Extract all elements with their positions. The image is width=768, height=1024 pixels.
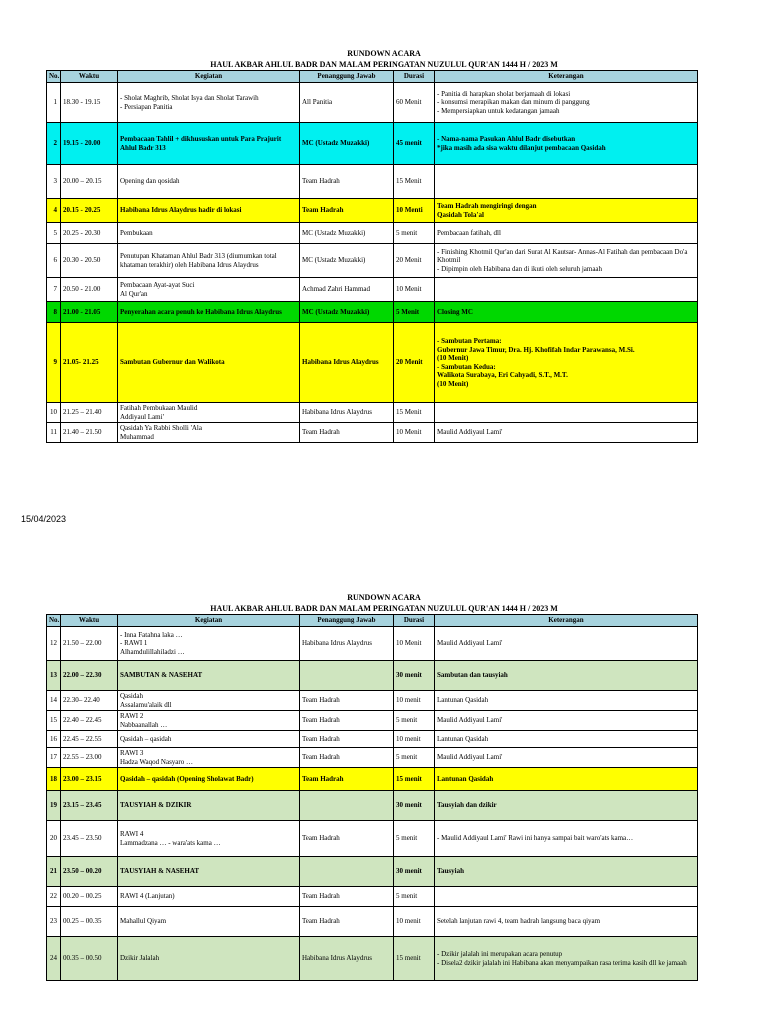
table-row [47, 768, 698, 791]
page-1 [0, 48, 768, 443]
table-row [47, 711, 698, 731]
cell-kegiatan: Pembacaan Tahlil + dikhususkan untuk Para Prajurit Ahlul Badr 313 [118, 123, 300, 165]
cell-kegiatan: - Sholat Maghrib, Sholat Isya dan Sholat Tarawih - Persiapan Panitia [118, 83, 300, 123]
cell-durasi: 5 menit [394, 711, 435, 731]
cell-penanggung-jawab: Team Hadrah [300, 423, 394, 443]
cell-penanggung-jawab: Team Hadrah [300, 199, 394, 223]
document-subtitle: HAUL AKBAR AHLUL BADR DAN MALAM PERINGATAN NUZULUL QUR'AN 1444 H / 2023 M [210, 60, 558, 69]
cell-durasi: 20 Menit [394, 244, 435, 278]
cell-no: 11 [47, 423, 61, 443]
cell-no: 21 [47, 857, 61, 887]
cell-durasi: 15 Menit [394, 165, 435, 199]
cell-durasi: 30 menit [394, 661, 435, 691]
cell-keterangan: - Finishing Khotmil Qur'an dari Surat Al Kautsar- Annas-Al Fatihah dan pembacaan Do'a Khotmil - Dipimpin oleh Habibana dan di ikuti oleh seluruh jamaah [435, 244, 698, 278]
cell-kegiatan: TAUSYIAH & DZIKIR [118, 791, 300, 821]
cell-keterangan: Maulid Addiyaul Lami' [435, 423, 698, 443]
cell-penanggung-jawab: MC (Ustadz Muzakki) [300, 223, 394, 244]
cell-durasi: 10 menit [394, 731, 435, 748]
cell-kegiatan: Qasidah – qasidah (Opening Sholawat Badr) [118, 768, 300, 791]
cell-kegiatan: Pembukaan [118, 223, 300, 244]
cell-penanggung-jawab: All Panitia [300, 83, 394, 123]
cell-waktu: 22.40 – 22.45 [61, 711, 118, 731]
table-row [47, 791, 698, 821]
cell-penanggung-jawab: Team Hadrah [300, 691, 394, 711]
rundown-table [46, 614, 698, 981]
document-title: RUNDOWN ACARA [347, 593, 421, 602]
cell-waktu: 23.50 – 00.20 [61, 857, 118, 887]
cell-kegiatan: Dzikir Jalalah [118, 937, 300, 981]
cell-no: 5 [47, 223, 61, 244]
cell-penanggung-jawab: Team Hadrah [300, 711, 394, 731]
cell-no: 15 [47, 711, 61, 731]
cell-no: 19 [47, 791, 61, 821]
cell-keterangan: Team Hadrah mengiringi dengan Qasidah Tola'al [435, 199, 698, 223]
header-durasi: Durasi [394, 615, 435, 627]
cell-durasi: 5 menit [394, 887, 435, 907]
cell-penanggung-jawab: Habibana Idrus Alaydrus [300, 627, 394, 661]
cell-durasi: 10 Menit [394, 423, 435, 443]
cell-no: 4 [47, 199, 61, 223]
cell-keterangan: - Maulid Addiyaul Lami' Rawi ini hanya sampai bait waro'ats kama… [435, 821, 698, 857]
cell-waktu: 22.55 – 23.00 [61, 748, 118, 768]
cell-kegiatan: Qasidah – qasidah [118, 731, 300, 748]
header-no: No. [47, 615, 61, 627]
print-date: 15/04/2023 [21, 514, 67, 524]
header-kegiatan: Kegiatan [118, 615, 300, 627]
cell-penanggung-jawab: Habibana Idrus Alaydrus [300, 937, 394, 981]
table-header-row [47, 71, 698, 83]
cell-no: 12 [47, 627, 61, 661]
cell-durasi: 45 menit [394, 123, 435, 165]
cell-keterangan: Pembacaan fatihah, dll [435, 223, 698, 244]
cell-penanggung-jawab [300, 857, 394, 887]
cell-durasi: 60 Menit [394, 83, 435, 123]
cell-keterangan: - Sambutan Pertama: Gubernur Jawa Timur, Dra. Hj. Khofifah Indar Parawansa, M.Si. (10 Menit) - Sambutan Kedua: Walikota Surabaya, Eri Cahyadi, S.T., M.T. (10 Menit) [435, 323, 698, 403]
cell-no: 8 [47, 302, 61, 323]
cell-no: 1 [47, 83, 61, 123]
cell-waktu: 18.30 - 19.15 [61, 83, 118, 123]
cell-waktu: 21.05- 21.25 [61, 323, 118, 403]
cell-kegiatan: Habibana Idrus Alaydrus hadir di lokasi [118, 199, 300, 223]
cell-waktu: 22.45 – 22.55 [61, 731, 118, 748]
cell-durasi: 30 menit [394, 791, 435, 821]
cell-penanggung-jawab [300, 791, 394, 821]
table-header-row [47, 615, 698, 627]
cell-durasi: 10 Menti [394, 199, 435, 223]
cell-waktu: 20.15 - 20.25 [61, 199, 118, 223]
cell-no: 9 [47, 323, 61, 403]
cell-keterangan: Lantunan Qasidah [435, 691, 698, 711]
cell-kegiatan: RAWI 3 Hadza Waqod Nasyaro … [118, 748, 300, 768]
cell-keterangan: Setelah lanjutan rawi 4, team hadrah langsung baca qiyam [435, 907, 698, 937]
table-row [47, 223, 698, 244]
cell-no: 23 [47, 907, 61, 937]
header-keterangan: Keterangan [435, 71, 698, 83]
cell-kegiatan: SAMBUTAN & NASEHAT [118, 661, 300, 691]
cell-waktu: 00.20 – 00.25 [61, 887, 118, 907]
cell-penanggung-jawab: Team Hadrah [300, 907, 394, 937]
table-row [47, 887, 698, 907]
cell-kegiatan: Opening dan qosidah [118, 165, 300, 199]
cell-waktu: 20.50 - 21.00 [61, 278, 118, 302]
table-row [47, 937, 698, 981]
cell-penanggung-jawab: Team Hadrah [300, 748, 394, 768]
cell-durasi: 15 Menit [394, 403, 435, 423]
cell-no: 17 [47, 748, 61, 768]
table-body [47, 627, 698, 981]
table-body [47, 83, 698, 443]
cell-waktu: 21.00 - 21.05 [61, 302, 118, 323]
cell-durasi: 5 menit [394, 223, 435, 244]
cell-keterangan: Tausyiah [435, 857, 698, 887]
cell-waktu: 23.45 – 23.50 [61, 821, 118, 857]
cell-waktu: 20.25 - 20.30 [61, 223, 118, 244]
cell-keterangan: - Dzikir jalalah ini merupakan acara penutup - Disela2 dzikir jalalah ini Habibana akan menyampaikan rasa terima kasih dll ke jamaah [435, 937, 698, 981]
cell-keterangan: Maulid Addiyaul Lami' [435, 711, 698, 731]
table-row [47, 731, 698, 748]
cell-kegiatan: Qasidah Assalamu'alaik dll [118, 691, 300, 711]
cell-keterangan: Tausyiah dan dzikir [435, 791, 698, 821]
cell-keterangan [435, 887, 698, 907]
cell-penanggung-jawab: Team Hadrah [300, 821, 394, 857]
cell-no: 6 [47, 244, 61, 278]
cell-penanggung-jawab: Habibana Idrus Alaydrus [300, 403, 394, 423]
table-row [47, 423, 698, 443]
cell-kegiatan: RAWI 4 (Lanjutan) [118, 887, 300, 907]
cell-waktu: 21.40 – 21.50 [61, 423, 118, 443]
cell-keterangan: Lantunan Qasidah [435, 768, 698, 791]
header-waktu: Waktu [61, 615, 118, 627]
header-waktu: Waktu [61, 71, 118, 83]
cell-durasi: 10 Menit [394, 278, 435, 302]
cell-penanggung-jawab: MC (Ustadz Muzakki) [300, 123, 394, 165]
cell-durasi: 15 menit [394, 937, 435, 981]
table-row [47, 165, 698, 199]
table-row [47, 302, 698, 323]
cell-no: 7 [47, 278, 61, 302]
cell-no: 18 [47, 768, 61, 791]
cell-penanggung-jawab: Habibana Idrus Alaydrus [300, 323, 394, 403]
cell-no: 2 [47, 123, 61, 165]
cell-kegiatan: Penutupan Khataman Ahlul Badr 313 (diumumkan total khataman terakhir) oleh Habibana Idrus Alaydrus [118, 244, 300, 278]
table-row [47, 199, 698, 223]
cell-kegiatan: Fatihah Pembukaan Maulid Addiyaul Lami' [118, 403, 300, 423]
document-title: RUNDOWN ACARA [347, 49, 421, 58]
cell-no: 22 [47, 887, 61, 907]
table-row [47, 403, 698, 423]
table-row [47, 907, 698, 937]
cell-keterangan: Maulid Addiyaul Lami' [435, 627, 698, 661]
page-2 [0, 592, 768, 981]
cell-keterangan [435, 278, 698, 302]
rundown-table [46, 70, 698, 443]
cell-waktu: 21.25 – 21.40 [61, 403, 118, 423]
table-row [47, 821, 698, 857]
cell-no: 24 [47, 937, 61, 981]
table-row [47, 748, 698, 768]
cell-keterangan: - Panitia di harapkan sholat berjamaah di lokasi - konsumsi merapikan makan dan minum di panggung - Mempersiapkan untuk kedatangan jamaah [435, 83, 698, 123]
cell-kegiatan: Penyerahan acara penuh ke Habibana Idrus Alaydrus [118, 302, 300, 323]
cell-keterangan [435, 403, 698, 423]
cell-kegiatan: Sambutan Gubernur dan Walikota [118, 323, 300, 403]
cell-kegiatan: Qasidah Ya Rabbi Sholli 'Ala Muhammad [118, 423, 300, 443]
cell-penanggung-jawab: Team Hadrah [300, 768, 394, 791]
cell-penanggung-jawab: Team Hadrah [300, 887, 394, 907]
cell-no: 10 [47, 403, 61, 423]
cell-penanggung-jawab: MC (Ustadz Muzakki) [300, 244, 394, 278]
table-row [47, 691, 698, 711]
cell-keterangan: - Nama-nama Pasukan Ahlul Badr disebutkan *jika masih ada sisa waktu dilanjut pembacaan Qasidah [435, 123, 698, 165]
cell-keterangan: Sambutan dan tausyiah [435, 661, 698, 691]
cell-durasi: 5 Menit [394, 302, 435, 323]
table-row [47, 83, 698, 123]
header-no: No. [47, 71, 61, 83]
cell-kegiatan: Pembacaan Ayat-ayat Suci Al Qur'an [118, 278, 300, 302]
table-row [47, 627, 698, 661]
cell-penanggung-jawab [300, 661, 394, 691]
cell-waktu: 20.00 – 20.15 [61, 165, 118, 199]
cell-penanggung-jawab: MC (Ustadz Muzakki) [300, 302, 394, 323]
cell-waktu: 22.30– 22.40 [61, 691, 118, 711]
cell-durasi: 5 menit [394, 821, 435, 857]
document-subtitle: HAUL AKBAR AHLUL BADR DAN MALAM PERINGATAN NUZULUL QUR'AN 1444 H / 2023 M [210, 604, 558, 613]
cell-kegiatan: TAUSYIAH & NASEHAT [118, 857, 300, 887]
header-keterangan: Keterangan [435, 615, 698, 627]
cell-no: 3 [47, 165, 61, 199]
cell-keterangan [435, 165, 698, 199]
cell-keterangan: Lantunan Qasidah [435, 731, 698, 748]
cell-waktu: 00.35 – 00.50 [61, 937, 118, 981]
cell-waktu: 21.50 – 22.00 [61, 627, 118, 661]
cell-no: 13 [47, 661, 61, 691]
table-row [47, 323, 698, 403]
header-durasi: Durasi [394, 71, 435, 83]
cell-keterangan: Maulid Addiyaul Lami' [435, 748, 698, 768]
cell-waktu: 23.15 – 23.45 [61, 791, 118, 821]
cell-penanggung-jawab: Team Hadrah [300, 731, 394, 748]
table-row [47, 123, 698, 165]
cell-kegiatan: - Inna Fatahna laka … - RAWI 1 Alhamdulillahiladzi … [118, 627, 300, 661]
cell-durasi: 10 menit [394, 907, 435, 937]
table-row [47, 278, 698, 302]
cell-kegiatan: RAWI 4 Lammadzana … - wara'ats kama … [118, 821, 300, 857]
table-row [47, 661, 698, 691]
cell-keterangan: Closing MC [435, 302, 698, 323]
header-penanggung-jawab: Penanggung Jawab [300, 615, 394, 627]
table-row [47, 857, 698, 887]
cell-durasi: 15 menit [394, 768, 435, 791]
table-row [47, 244, 698, 278]
cell-waktu: 20.30 - 20.50 [61, 244, 118, 278]
cell-durasi: 20 Menit [394, 323, 435, 403]
cell-no: 14 [47, 691, 61, 711]
cell-penanggung-jawab: Achmad Zahri Hammad [300, 278, 394, 302]
cell-penanggung-jawab: Team Hadrah [300, 165, 394, 199]
cell-waktu: 22.00 – 22.30 [61, 661, 118, 691]
cell-no: 16 [47, 731, 61, 748]
cell-durasi: 10 Menit [394, 627, 435, 661]
cell-kegiatan: RAWI 2 Nabbaanallah … [118, 711, 300, 731]
header-kegiatan: Kegiatan [118, 71, 300, 83]
cell-waktu: 19.15 - 20.00 [61, 123, 118, 165]
cell-durasi: 10 menit [394, 691, 435, 711]
cell-waktu: 00.25 – 00.35 [61, 907, 118, 937]
cell-durasi: 5 menit [394, 748, 435, 768]
cell-durasi: 30 menit [394, 857, 435, 887]
cell-waktu: 23.00 – 23.15 [61, 768, 118, 791]
header-penanggung-jawab: Penanggung Jawab [300, 71, 394, 83]
cell-kegiatan: Mahallul Qiyam [118, 907, 300, 937]
cell-no: 20 [47, 821, 61, 857]
